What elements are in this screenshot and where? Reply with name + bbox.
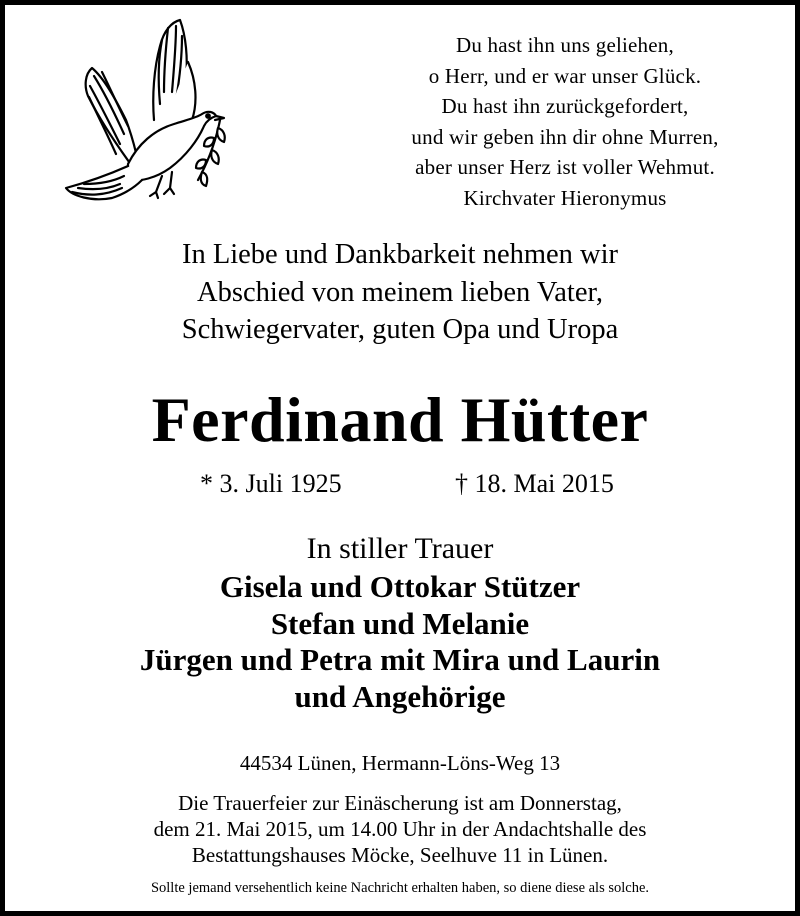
funeral-line: Bestattungshauses Möcke, Seelhuve 11 in Lünen. — [191, 843, 609, 867]
birth-date: * 3. Juli 1925 — [200, 469, 342, 498]
footnote: Sollte jemand versehentlich keine Nachricht erhalten haben, so diene diese als solche. — [150, 880, 650, 896]
intro-text — [0, 236, 800, 349]
mourner-name: Gisela und Ottokar Stützer — [219, 569, 581, 604]
poem-line: Du hast ihn uns geliehen, — [456, 33, 674, 57]
poem — [330, 30, 800, 213]
poem-line: o Herr, und er war unser Glück. — [428, 63, 702, 88]
intro-line: In Liebe und Dankbarkeit nehmen wir — [181, 239, 619, 270]
family-address: 44534 Lünen, Hermann-Löns-Weg 13 — [239, 751, 561, 775]
mourners-list — [0, 569, 800, 715]
mourner-name: Stefan und Melanie — [270, 605, 530, 641]
deceased-name: Ferdinand Hütter — [151, 384, 649, 455]
funeral-line: Die Trauerfeier zur Einäscherung ist am Donnerstag, — [178, 791, 622, 815]
funeral-info — [0, 790, 800, 868]
funeral-line: dem 21. Mai 2015, um 14.00 Uhr in der Andachtshalle des — [153, 817, 647, 841]
dove-icon — [58, 16, 228, 218]
mourner-name: und Angehörige — [294, 678, 506, 714]
poem-attribution: Kirchvater Hieronymus — [463, 185, 667, 210]
poem-line: und wir geben ihn dir ohne Murren, — [411, 124, 719, 149]
poem-line: Du hast ihn zurückgefordert, — [441, 94, 689, 118]
poem-line: aber unser Herz ist voller Wehmut. — [415, 155, 715, 179]
mourning-heading: In stiller Trauer — [306, 532, 494, 565]
death-date: † 18. Mai 2015 — [455, 469, 614, 498]
mourner-name: Jürgen und Petra mit Mira und Laurin — [139, 642, 661, 677]
intro-line: Abschied von meinem lieben Vater, — [197, 276, 603, 308]
intro-line: Schwiegervater, guten Opa und Uropa — [181, 314, 619, 345]
